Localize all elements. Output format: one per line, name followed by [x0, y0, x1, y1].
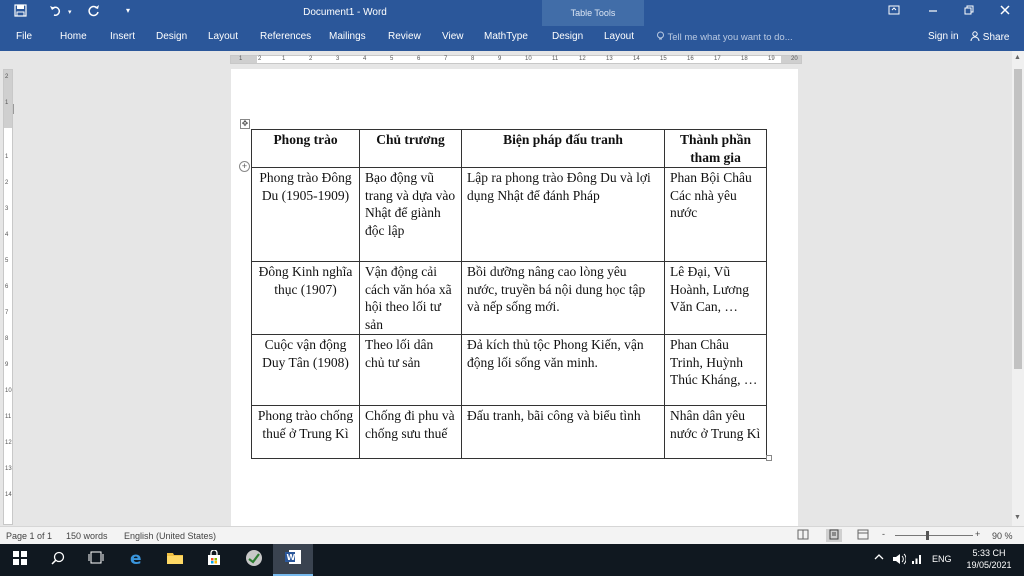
- tab-table-design[interactable]: Design: [552, 31, 584, 42]
- status-bar: [0, 526, 1024, 544]
- tab-mathtype[interactable]: MathType: [484, 31, 528, 42]
- task-view-button[interactable]: [76, 544, 116, 576]
- ruler-number: 12: [579, 56, 586, 62]
- ruler-number: 17: [714, 56, 721, 62]
- ruler-number: 12: [5, 440, 12, 446]
- ruler-number: 1: [5, 100, 9, 106]
- ruler-number: 3: [336, 56, 340, 62]
- left-margin-area: [231, 56, 257, 63]
- start-button[interactable]: [0, 544, 40, 576]
- svg-text:e: e: [129, 549, 142, 566]
- windows-logo-icon: [13, 551, 27, 570]
- table-tools-label: Table Tools: [570, 8, 616, 18]
- ruler-number: 4: [5, 232, 9, 238]
- tab-review[interactable]: Review: [388, 31, 421, 42]
- ruler-number: 20: [791, 56, 798, 62]
- table-cell[interactable]: Nhân dân yêu nước ở Trung Kì: [665, 406, 767, 459]
- table-row: [252, 168, 767, 262]
- scroll-up-icon[interactable]: ▲: [1014, 54, 1021, 61]
- table-cell[interactable]: Chống đi phu và chống sưu thuế: [360, 406, 462, 459]
- ruler-number: 18: [741, 56, 748, 62]
- ribbon-display-options-icon[interactable]: [888, 4, 900, 19]
- horizontal-ruler[interactable]: [0, 51, 1024, 69]
- clock-time: 5:33 CH: [972, 548, 1006, 558]
- tab-home[interactable]: Home: [60, 31, 87, 42]
- table-cell[interactable]: Đả kích thủ tộc Phong Kiến, vận động lối sống văn minh.: [462, 335, 665, 406]
- ruler-number: 14: [633, 56, 640, 62]
- system-clock[interactable]: [958, 547, 1020, 571]
- table-cell[interactable]: Đấu tranh, bãi công và biểu tình: [462, 406, 665, 459]
- ruler-number: 13: [5, 466, 12, 472]
- zoom-in-button[interactable]: +: [975, 529, 981, 539]
- lightbulb-icon: [656, 32, 667, 43]
- share-button[interactable]: [970, 31, 1009, 43]
- tell-me-box[interactable]: [656, 31, 793, 43]
- clock-date: 19/05/2021: [966, 560, 1012, 570]
- table-cell[interactable]: Lê Đại, Vũ Hoành, Lương Văn Can, …: [665, 262, 767, 335]
- ruler-number: 2: [309, 56, 313, 62]
- header-cell[interactable]: Thành phần tham gia: [665, 130, 767, 168]
- ruler-number: 6: [5, 284, 9, 290]
- sign-in-link[interactable]: Sign in: [928, 31, 959, 42]
- shopping-bag-icon: [206, 550, 222, 571]
- folder-icon: [166, 551, 184, 570]
- ruler-number: 7: [5, 310, 9, 316]
- ruler-number: 4: [363, 56, 367, 62]
- ruler-number: 2: [5, 180, 9, 186]
- ruler-strip: [230, 55, 802, 64]
- table-row: [252, 262, 767, 335]
- table-cell[interactable]: Cuộc vận động Duy Tân (1908): [252, 335, 360, 406]
- table-cell[interactable]: Lập ra phong trào Đông Du và lợi dụng Nhật để đánh Pháp: [462, 168, 665, 262]
- windows-taskbar: [0, 544, 1024, 576]
- ruler-number: 10: [5, 388, 12, 394]
- ruler-number: 19: [768, 56, 775, 62]
- customize-quick-access-icon[interactable]: ▾: [126, 6, 131, 15]
- header-cell[interactable]: Chủ trương: [360, 130, 462, 168]
- ruler-number: 2: [258, 56, 262, 62]
- table-resize-handle[interactable]: [766, 455, 772, 461]
- page-count[interactable]: Page 1 of 1: [6, 531, 53, 541]
- word-icon: [284, 549, 302, 570]
- ruler-number: 8: [5, 336, 9, 342]
- ruler-number: 1: [239, 56, 243, 62]
- title-bar: [0, 0, 1024, 26]
- table-cell[interactable]: Bồi dưỡng nâng cao lòng yêu nước, truyền bá nội dung học tập và nếp sống mới.: [462, 262, 665, 335]
- tab-view[interactable]: View: [442, 31, 464, 42]
- language-indicator[interactable]: English (United States): [124, 531, 217, 541]
- scroll-thumb[interactable]: [1014, 69, 1022, 369]
- restore-icon[interactable]: [963, 4, 975, 19]
- ruler-number: 5: [5, 258, 9, 264]
- tab-insert[interactable]: Insert: [110, 31, 136, 42]
- undo-dropdown-icon[interactable]: ▾: [68, 9, 72, 16]
- table-cell[interactable]: Bạo động vũ trang và dựa vào Nhật để giành độc lập: [360, 168, 462, 262]
- volume-icon[interactable]: [892, 553, 906, 567]
- ruler-number: 13: [606, 56, 613, 62]
- table-cell[interactable]: Đông Kinh nghĩa thục (1907): [252, 262, 360, 335]
- ruler-number: 11: [552, 56, 559, 62]
- ruler-number: 16: [687, 56, 694, 62]
- ruler-number: 1: [5, 154, 9, 160]
- ruler-number: 15: [660, 56, 667, 62]
- ruler-number: 9: [498, 56, 502, 62]
- word-count[interactable]: 150 words: [66, 531, 108, 541]
- edge-icon: [128, 549, 145, 571]
- tell-me-text: Tell me what you want to do...: [667, 32, 793, 43]
- ribbon-tabs: [0, 26, 1024, 51]
- person-icon: [970, 32, 983, 43]
- table-cell[interactable]: Phan Bội Châu Các nhà yêu nước: [665, 168, 767, 262]
- zoom-out-button[interactable]: -: [882, 529, 885, 539]
- history-table[interactable]: [251, 129, 767, 459]
- tab-file[interactable]: File: [16, 31, 33, 42]
- word-taskbar-button[interactable]: [273, 544, 313, 576]
- ruler-number: 9: [5, 362, 9, 368]
- table-cell[interactable]: Phan Châu Trinh, Huỳnh Thúc Kháng, …: [665, 335, 767, 406]
- ruler-number: 8: [471, 56, 475, 62]
- tab-references[interactable]: References: [260, 31, 312, 42]
- scroll-down-icon[interactable]: ▼: [1014, 514, 1021, 521]
- file-explorer-button[interactable]: [155, 544, 195, 576]
- insert-row-icon[interactable]: +: [239, 161, 250, 172]
- table-move-handle-icon[interactable]: ✥: [241, 119, 249, 128]
- tab-mailings[interactable]: Mailings: [329, 31, 366, 42]
- ruler-number: 2: [5, 74, 9, 80]
- table-cell[interactable]: Vận động cải cách văn hóa xã hội theo lối tư sản: [360, 262, 462, 335]
- table-header-row: [252, 130, 767, 168]
- ruler-number: 10: [525, 56, 532, 62]
- share-label: Share: [982, 32, 1010, 43]
- app-button[interactable]: [234, 544, 274, 576]
- read-mode-icon[interactable]: [797, 529, 809, 542]
- show-hidden-icons-icon[interactable]: [874, 553, 884, 563]
- table-cell[interactable]: Phong trào Đông Du (1905-1909): [252, 168, 360, 262]
- network-icon[interactable]: [911, 553, 923, 567]
- ruler-number: 6: [417, 56, 421, 62]
- ruler-number: 7: [444, 56, 448, 62]
- tab-table-layout[interactable]: Layout: [604, 31, 635, 42]
- ruler-number: 11: [5, 414, 12, 420]
- app-icon: [245, 549, 263, 572]
- ruler-number: 5: [390, 56, 394, 62]
- ruler-number: 1: [282, 56, 286, 62]
- close-icon[interactable]: [999, 4, 1011, 19]
- tab-layout[interactable]: Layout: [208, 31, 239, 42]
- document-title: Document1 - Word: [303, 7, 387, 18]
- tab-design[interactable]: Design: [156, 31, 188, 42]
- table-row: [252, 406, 767, 459]
- header-cell[interactable]: Phong trào: [252, 130, 360, 168]
- input-language-indicator[interactable]: ENG: [932, 554, 952, 564]
- ruler-number: 14: [5, 492, 12, 498]
- web-layout-icon[interactable]: [857, 529, 869, 542]
- table-cell[interactable]: Theo lối dân chủ tư sản: [360, 335, 462, 406]
- table-cell[interactable]: Phong trào chống thuế ở Trung Kì: [252, 406, 360, 459]
- table-row: [252, 335, 767, 406]
- minimize-icon[interactable]: [927, 4, 939, 19]
- vertical-scrollbar[interactable]: [1012, 51, 1024, 526]
- edge-browser-button[interactable]: [116, 544, 156, 576]
- zoom-level[interactable]: 90 %: [992, 531, 1013, 541]
- zoom-slider[interactable]: [895, 535, 973, 536]
- ruler-number: 3: [5, 206, 9, 212]
- store-button[interactable]: [194, 544, 234, 576]
- vertical-ruler[interactable]: [3, 69, 13, 525]
- search-icon: [51, 551, 65, 570]
- zoom-slider-handle[interactable]: [926, 531, 929, 540]
- header-cell[interactable]: Biện pháp đấu tranh: [462, 130, 665, 168]
- search-button[interactable]: [38, 544, 78, 576]
- task-view-icon: [88, 551, 104, 569]
- print-layout-icon[interactable]: [826, 529, 842, 542]
- svg-text:W: W: [286, 552, 296, 562]
